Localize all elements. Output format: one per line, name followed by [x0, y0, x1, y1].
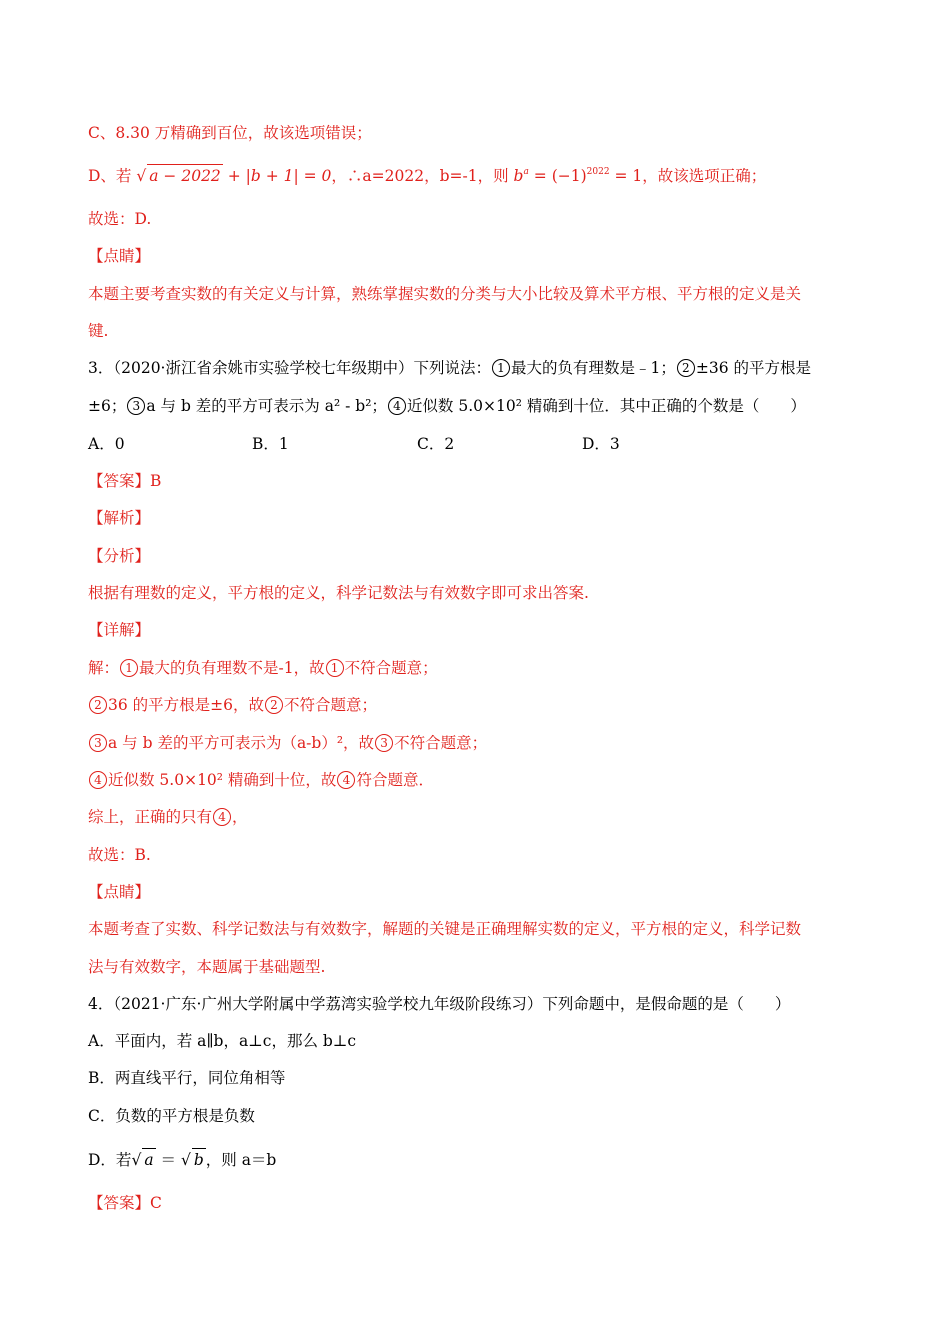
q3-detail-line4: 4 近似数 5.0×10² 精确到十位，故 4 符合题意．: [88, 769, 434, 791]
q4-answer: 【答案】C: [88, 1194, 162, 1212]
power-expression: $b^a = (-1)^{2022} = 1$: [513, 167, 643, 185]
q3-detail-line2: 2 36 的平方根是±6，故 2 不符合题意；: [88, 694, 377, 716]
circled-4: 4: [388, 397, 406, 415]
q3-jiexi-heading: 【解析】: [88, 509, 151, 527]
q3-fenxi-heading: 【分析】: [88, 547, 151, 565]
q3-option-c: C．2: [417, 435, 455, 453]
q4-stem: 4．（2021·广东·广州大学附属中学荔湾实验学校九年级阶段练习）下列命题中，是假命题的是（ ）: [88, 995, 791, 1013]
q4-option-d: D．若√ a ＝ √ b ，则 a＝b: [88, 1148, 276, 1171]
q3-dianjing-text1: 本题考查了实数、科学记数法与有效数字，解题的关键是正确理解实数的定义，平方根的定义，科学记数: [88, 920, 802, 938]
circled-1: 1: [492, 359, 510, 377]
q3-option-d: D．3: [582, 435, 620, 453]
q3-choose: 故选：B.: [88, 846, 151, 864]
text: D、若: [88, 167, 132, 185]
dianjing-text-line1: 本题主要考查实数的有关定义与计算，熟练掌握实数的分类与大小比较及算术平方根、平方根的定义是关: [88, 285, 802, 303]
q3-detail-line3: 3 a 与 b 差的平方可表示为（a-b）²，故 3 不符合题意；: [88, 732, 487, 754]
q3-answer: 【答案】B: [88, 472, 162, 490]
q3-option-b: B．1: [252, 435, 289, 453]
q3-dianjing-text2: 法与有效数字，本题属于基础题型.: [88, 958, 326, 976]
q4-option-b: B．两直线平行，同位角相等: [88, 1069, 286, 1087]
q4-option-a: A．平面内，若 a∥b，a⊥c，那么 b⊥c: [88, 1032, 357, 1050]
dianjing-text-line2: 键.: [88, 322, 109, 340]
text: ，故该选项正确；: [642, 167, 767, 185]
q3-dianjing-heading: 【点睛】: [88, 883, 151, 901]
sqrt-expression: a − 2022: [147, 164, 223, 187]
choose-line: 故选：D.: [88, 210, 152, 228]
circled-2: 2: [677, 359, 695, 377]
text: ，∴a=2022，b=-1，则: [331, 167, 509, 185]
q3-summary: 综上，正确的只有 4 ，: [88, 808, 248, 826]
q4-option-c: C．负数的平方根是负数: [88, 1107, 255, 1125]
dianjing-heading: 【点睛】: [88, 247, 151, 265]
q3-detail-line1: 解： 1 最大的负有理数不是-1，故 1 不符合题意；: [88, 659, 438, 677]
circled-3: 3: [127, 397, 145, 415]
sqrt-symbol: √: [136, 167, 147, 185]
q3-stem-line1: 3．（2020·浙江省余姚市实验学校七年级期中）下列说法： 1 最大的负有理数是﹣1； 2 ±36 的平方根是: [88, 359, 812, 377]
abs-expression: + |b + 1| = 0: [227, 167, 332, 185]
option-c-explanation: C、8.30 万精确到百位，故该选项错误；: [88, 124, 372, 142]
q3-fenxi-text: 根据有理数的定义，平方根的定义，科学记数法与有效数字即可求出答案.: [88, 584, 589, 602]
option-d-explanation: [88, 164, 766, 187]
q3-xiangjie-heading: 【详解】: [88, 621, 151, 639]
q3-stem-line2: ±6； 3 a 与 b 差的平方可表示为 a² ‐ b²； 4 近似数 5.0×10² 精确到十位．其中正确的个数是（ ）: [88, 397, 806, 415]
q3-option-a: A．0: [88, 435, 125, 453]
